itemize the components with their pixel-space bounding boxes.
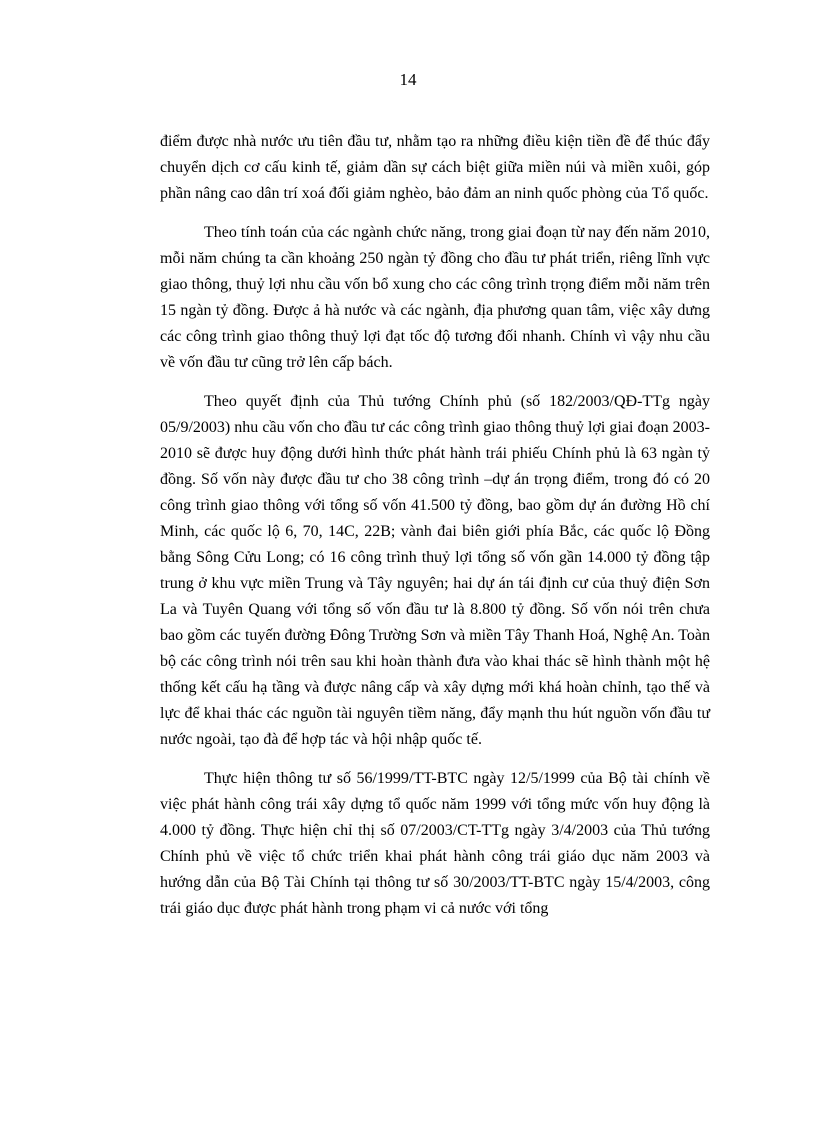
paragraph-continuation: điểm được nhà nước ưu tiên đầu tư, nhằm tạo ra những điều kiện tiền đề để thúc đẩy chuyển dịch cơ cấu kinh tế, giảm dần sự cách biệt giữa miền núi và miền xuôi, góp phần nâng cao dân trí xoá đối giảm nghèo, bảo đảm an ninh quốc phòng của Tổ quốc. — [160, 133, 710, 202]
paragraph-funding-needs: Theo tính toán của các ngành chức năng, trong giai đoạn từ nay đến năm 2010, mỗi năm chúng ta cần khoảng 250 ngàn tỷ đồng cho đầu tư phát triển, riêng lĩnh vực giao thông, thuỷ lợi nhu cầu vốn bổ xung cho các công trình trọng điểm mỗi năm trên 15 ngàn tỷ đồng. Được ả hà nước và các ngành, địa phương quan tâm, việc xây dưng các công trình giao thông thuỷ lợi đạt tốc độ tương đối nhanh. Chính vì vậy nhu cầu về vốn đầu tư cũng trở lên cấp bách. — [160, 224, 710, 371]
paragraph-public-debt-issuance: Thực hiện thông tư số 56/1999/TT-BTC ngày 12/5/1999 của Bộ tài chính về việc phát hành công trái xây dựng tổ quốc năm 1999 với tổng mức vốn huy động là 4.000 tỷ đồng. Thực hiện chỉ thị số 07/2003/CT-TTg ngày 3/4/2003 của Thủ tướng Chính phủ về việc tổ chức triển khai phát hành công trái giáo dục năm 2003 và hướng dẫn của Bộ Tài Chính tại thông tư số 30/2003/TT-BTC ngày 15/4/2003, công trái giáo dục được phát hành trong phạm vi cả nước với tổng — [160, 770, 710, 917]
paragraph-government-bonds: Theo quyết định của Thủ tướng Chính phủ (số 182/2003/QĐ-TTg ngày 05/9/2003) nhu cầu vốn cho đầu tư các công trình giao thông thuỷ lợi giai đoạn 2003-2010 sẽ được huy động dưới hình thức phát hành trái phiếu Chính phủ là 63 ngàn tỷ đồng. Số vốn này được đầu tư cho 38 công trình –dự án trọng điểm, trong đó có 20 công trình giao thông với tổng số vốn 41.500 tỷ đồng, bao gồm dự án đường Hồ chí Minh, các quốc lộ 6, 70, 14C, 22B; vành đai biên giới phía Bắc, các quốc lộ Đồng bằng Sông Cửu Long; có 16 công trình thuỷ lợi tổng số vốn gần 14.000 tỷ đồng tập trung ở khu vực miền Trung và Tây nguyên; hai dự án tái định cư của thuỷ điện Sơn La và Tuyên Quang với tổng số vốn đầu tư là 8.800 tỷ đồng. Số vốn nói trên chưa bao gồm các tuyến đường Đông Trường Sơn và miền Tây Thanh Hoá, Nghệ An. Toàn bộ các công trình nói trên sau khi hoàn thành đưa vào khai thác sẽ hình thành một hệ thống kết cấu hạ tầng và được nâng cấp và xây dựng mới khá hoàn chỉnh, tạo thế và lực để khai thác các nguồn tài nguyên tiềm năng, đẩy mạnh thu hút nguồn vốn đầu tư nước ngoài, tạo đà để hợp tác và hội nhập quốc tế. — [160, 393, 710, 748]
page-number: 14 — [399, 70, 417, 89]
document-body — [160, 129, 710, 935]
